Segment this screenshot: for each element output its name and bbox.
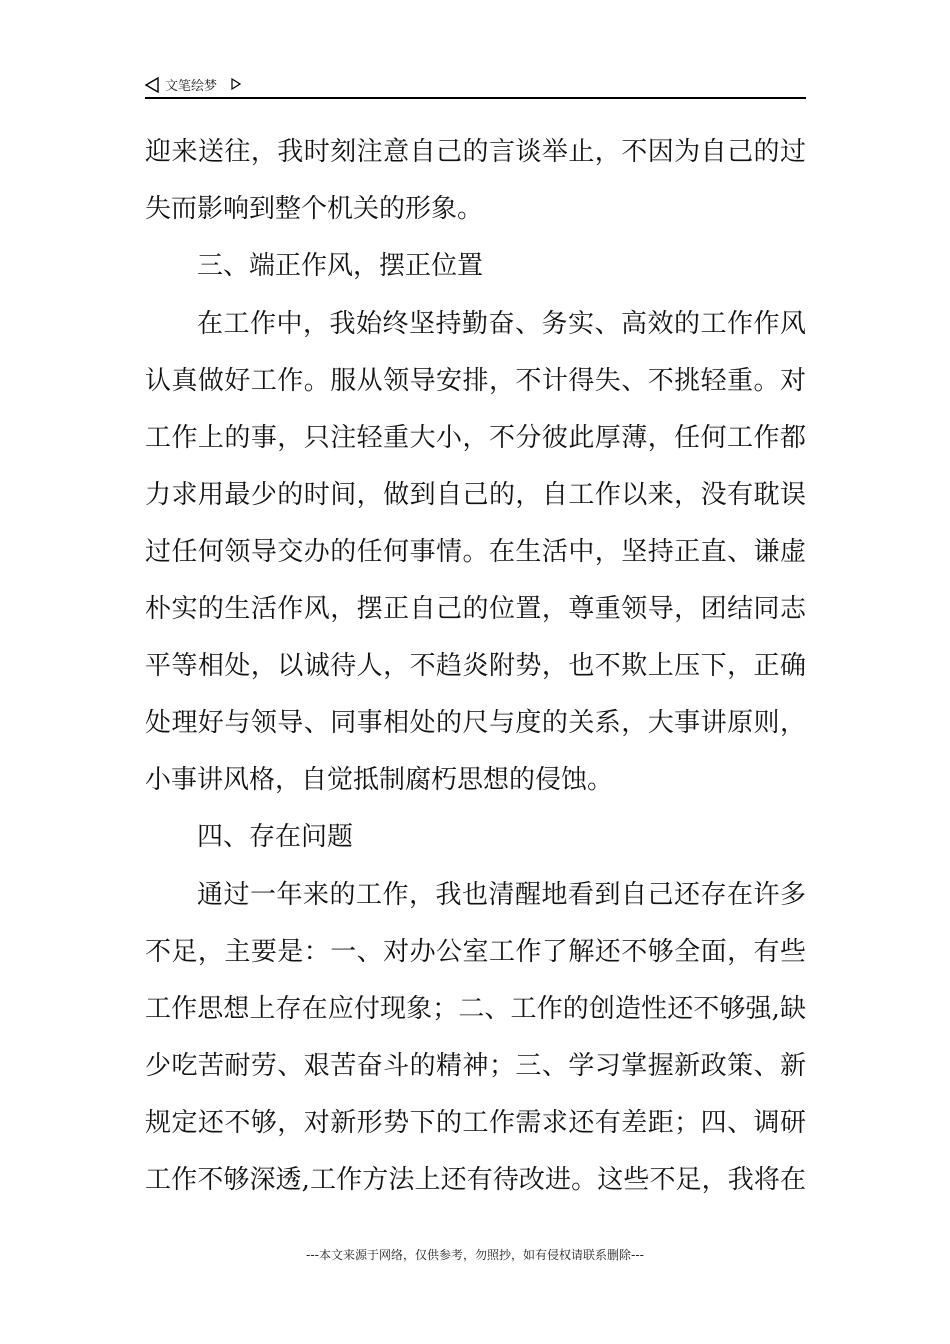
body-line: 工作上的事，只注轻重大小，不分彼此厚薄，任何工作都 <box>145 423 806 453</box>
body-line: 平等相处，以诚待人，不趋炎附势，也不欺上压下，正确 <box>145 651 806 681</box>
section-heading: 三、端正作风，摆正位置 <box>197 251 484 281</box>
header-divider <box>145 97 806 99</box>
body-line: 迎来送往，我时刻注意自己的言谈举止，不因为自己的过 <box>145 137 806 167</box>
body-line: 在工作中，我始终坚持勤奋、务实、高效的工作作风 <box>197 309 806 339</box>
section-heading: 四、存在问题 <box>197 822 354 852</box>
body-line: 小事讲风格，自觉抵制腐朽思想的侵蚀。 <box>145 765 614 795</box>
page-footer: ---本文来源于网络，仅供参考，勿照抄，如有侵权请联系删除--- <box>306 1248 644 1262</box>
header-brand: 文笔绘梦 <box>165 79 218 94</box>
body-line: 工作不够深透,工作方法上还有待改进。这些不足，我将在 <box>145 1165 806 1195</box>
body-line: 认真做好工作。服从领导安排，不计得失、不挑轻重。对 <box>145 366 806 396</box>
triangle-right-icon <box>231 78 241 90</box>
body-line: 朴实的生活作风，摆正自己的位置，尊重领导，团结同志 <box>145 594 806 624</box>
body-line: 处理好与领导、同事相处的尺与度的关系，大事讲原则， <box>145 708 806 738</box>
body-line: 通过一年来的工作，我也清醒地看到自己还存在许多 <box>197 880 806 910</box>
body-line: 过任何领导交办的任何事情。在生活中，坚持正直、谦虚 <box>145 537 806 567</box>
page-header <box>145 74 806 98</box>
triangle-left-icon <box>145 77 159 93</box>
body-line: 少吃苦耐劳、艰苦奋斗的精神；三、学习掌握新政策、新 <box>145 1051 806 1081</box>
body-line: 工作思想上存在应付现象；二、工作的创造性还不够强,缺 <box>145 994 806 1024</box>
body-line: 不足，主要是：一、对办公室工作了解还不够全面，有些 <box>145 937 806 967</box>
body-line: 规定还不够，对新形势下的工作需求还有差距；四、调研 <box>145 1108 806 1138</box>
body-line: 失而影响到整个机关的形象。 <box>145 194 484 224</box>
body-line: 力求用最少的时间，做到自己的，自工作以来，没有耽误 <box>145 480 806 510</box>
